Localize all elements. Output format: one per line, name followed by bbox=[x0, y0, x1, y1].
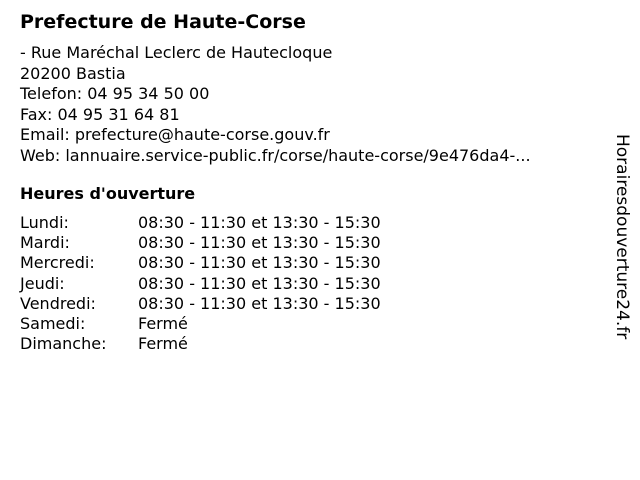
time-value: 08:30 - 11:30 et 13:30 - 15:30 bbox=[138, 253, 381, 273]
day-label: Mercredi: bbox=[20, 253, 95, 273]
hours-row-thursday bbox=[20, 274, 381, 294]
hours-row-tuesday bbox=[20, 233, 381, 253]
time-value: Fermé bbox=[138, 334, 188, 354]
time-value: 08:30 - 11:30 et 13:30 - 15:30 bbox=[138, 293, 381, 313]
address-street: - Rue Maréchal Leclerc de Hautecloque bbox=[20, 43, 333, 62]
hours-row-wednesday bbox=[20, 253, 381, 273]
hours-heading: Heures d'ouverture bbox=[20, 184, 196, 203]
day-label: Mardi: bbox=[20, 233, 70, 253]
fax-text: Fax: 04 95 31 64 81 bbox=[20, 104, 180, 124]
time-value: Fermé bbox=[138, 313, 188, 333]
day-label: Lundi: bbox=[20, 213, 69, 232]
address-city: 20200 Bastia bbox=[20, 63, 126, 83]
time-value: 08:30 - 11:30 et 13:30 - 15:30 bbox=[138, 213, 381, 232]
phone-text: Telefon: 04 95 34 50 00 bbox=[20, 84, 210, 103]
hours-row-sunday bbox=[20, 334, 381, 354]
site-watermark: Horairesdouverture24.fr bbox=[612, 134, 632, 340]
day-label: Jeudi: bbox=[20, 273, 65, 293]
time-value: 08:30 - 11:30 et 13:30 - 15:30 bbox=[138, 233, 381, 253]
hours-row-saturday bbox=[20, 314, 381, 334]
day-label: Vendredi: bbox=[20, 293, 96, 313]
day-label: Samedi: bbox=[20, 313, 86, 333]
time-value: 08:30 - 11:30 et 13:30 - 15:30 bbox=[138, 273, 381, 293]
hours-table bbox=[20, 213, 381, 354]
contact-block bbox=[20, 43, 531, 166]
page-title: Prefecture de Haute-Corse bbox=[20, 11, 306, 33]
email-text: Email: prefecture@haute-corse.gouv.fr bbox=[20, 125, 330, 144]
hours-row-friday bbox=[20, 294, 381, 314]
day-label: Dimanche: bbox=[20, 334, 107, 354]
hours-row-monday bbox=[20, 213, 381, 233]
web-text: Web: lannuaire.service-public.fr/corse/haute-corse/9e476da4-... bbox=[20, 145, 531, 165]
